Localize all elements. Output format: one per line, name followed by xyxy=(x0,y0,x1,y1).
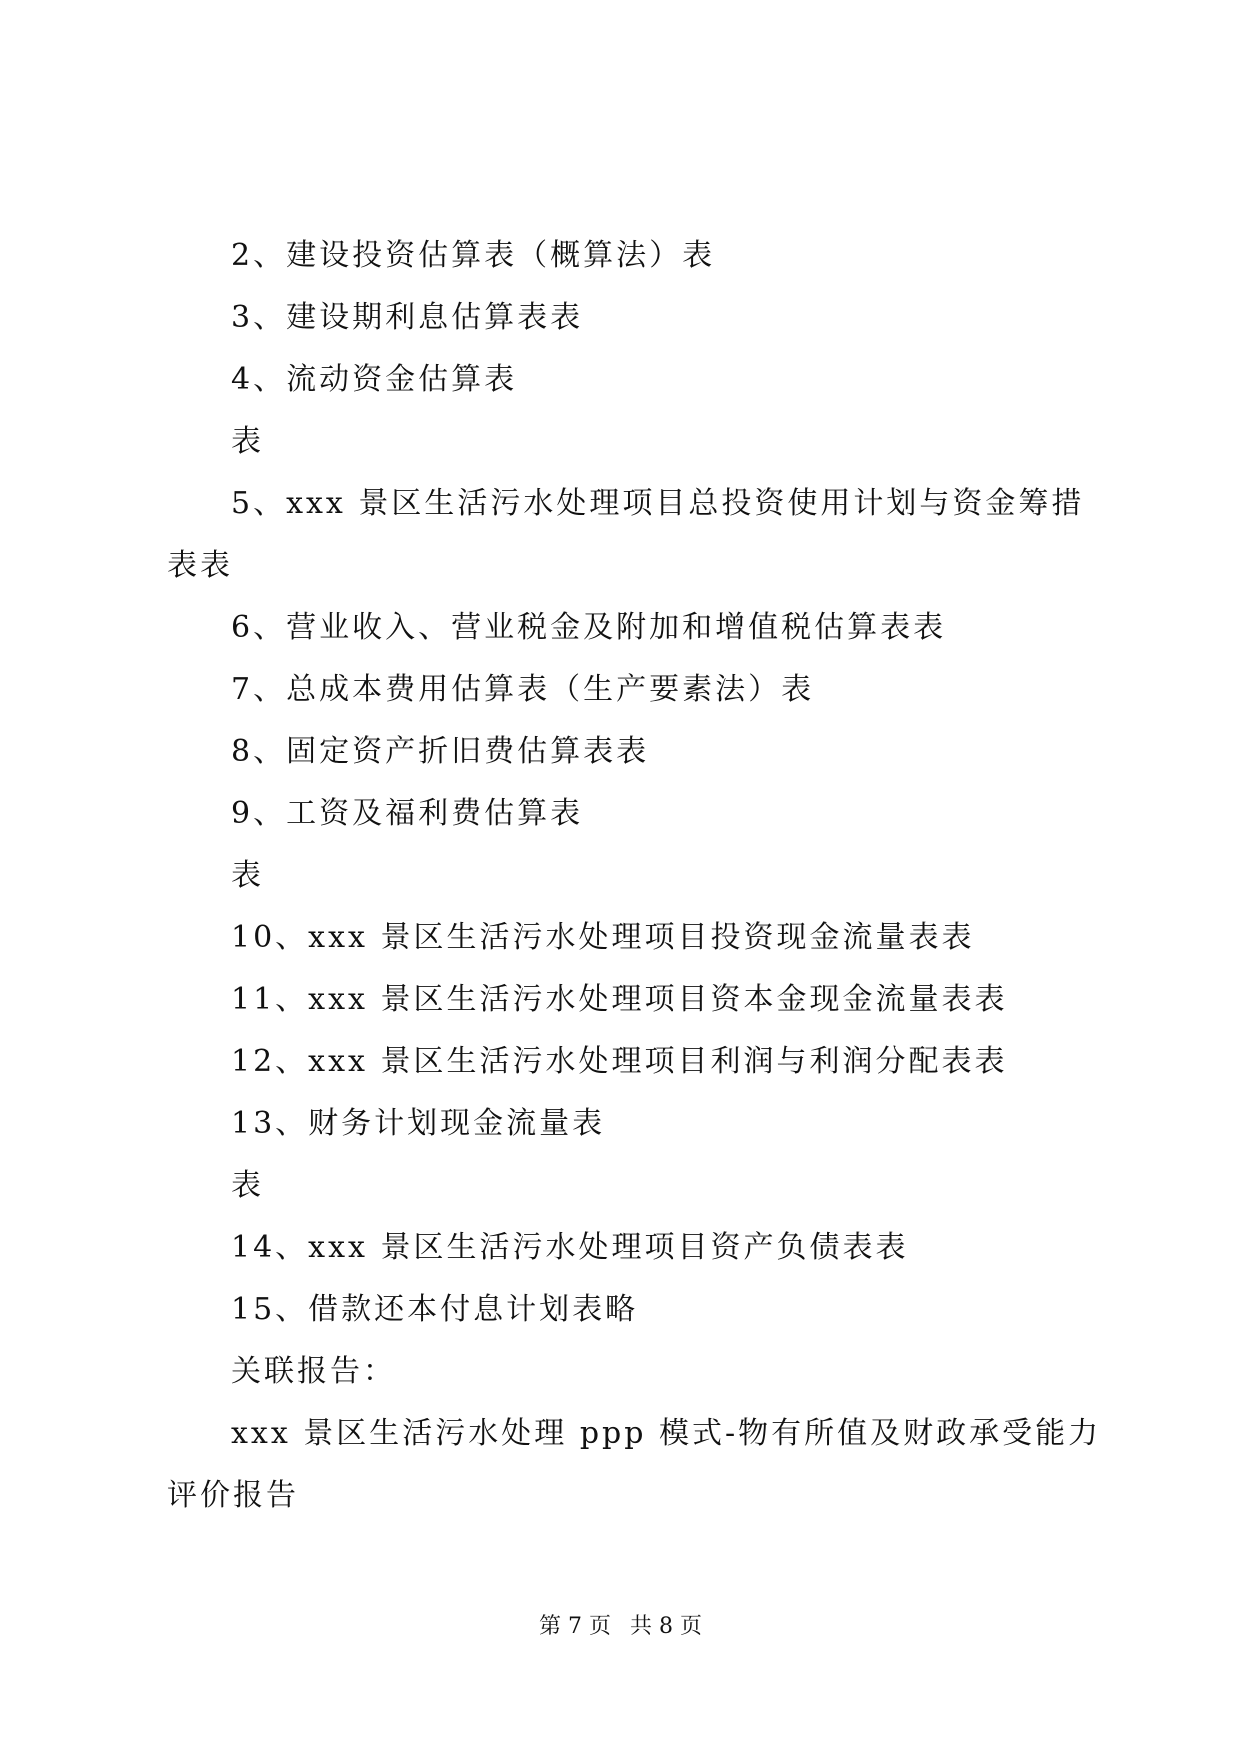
paragraph-line-18: 15、借款还本付息计划表略 xyxy=(231,1292,639,1327)
paragraph-line-9: 8、固定资产折旧费估算表表 xyxy=(231,734,650,769)
paragraph-line-15: 13、财务计划现金流量表 xyxy=(231,1106,606,1141)
page-number: 第 7 页 xyxy=(539,1614,611,1639)
paragraph-line-5: 5、xxx 景区生活污水处理项目总投资使用计划与资金筹措 xyxy=(231,486,1085,521)
paragraph-line-4: 表 xyxy=(231,424,264,459)
paragraph-line-6: 表表 xyxy=(167,548,233,583)
related-report-heading: 关联报告： xyxy=(231,1354,396,1389)
page-total: 共 8 页 xyxy=(630,1614,702,1639)
paragraph-line-16: 表 xyxy=(231,1168,264,1203)
paragraph-line-3: 4、流动资金估算表 xyxy=(231,362,518,397)
related-report-title: xxx 景区生活污水处理 ppp 模式-物有所值及财政承受能力 xyxy=(231,1416,1102,1451)
paragraph-line-14: 12、xxx 景区生活污水处理项目利润与利润分配表表 xyxy=(231,1044,1008,1079)
paragraph-line-11: 表 xyxy=(231,858,264,893)
related-report-title-continued: 评价报告 xyxy=(167,1478,299,1513)
paragraph-line-17: 14、xxx 景区生活污水处理项目资产负债表表 xyxy=(231,1230,909,1265)
page-footer xyxy=(0,1612,1241,1642)
paragraph-line-8: 7、总成本费用估算表（生产要素法）表 xyxy=(231,672,815,707)
paragraph-line-10: 9、工资及福利费估算表 xyxy=(231,796,584,831)
paragraph-line-13: 11、xxx 景区生活污水处理项目资本金现金流量表表 xyxy=(231,982,1008,1017)
paragraph-line-12: 10、xxx 景区生活污水处理项目投资现金流量表表 xyxy=(231,920,975,955)
paragraph-line-7: 6、营业收入、营业税金及附加和增值税估算表表 xyxy=(231,610,947,645)
paragraph-line-2: 3、建设期利息估算表表 xyxy=(231,300,584,335)
paragraph-line-1: 2、建设投资估算表（概算法）表 xyxy=(231,238,716,273)
